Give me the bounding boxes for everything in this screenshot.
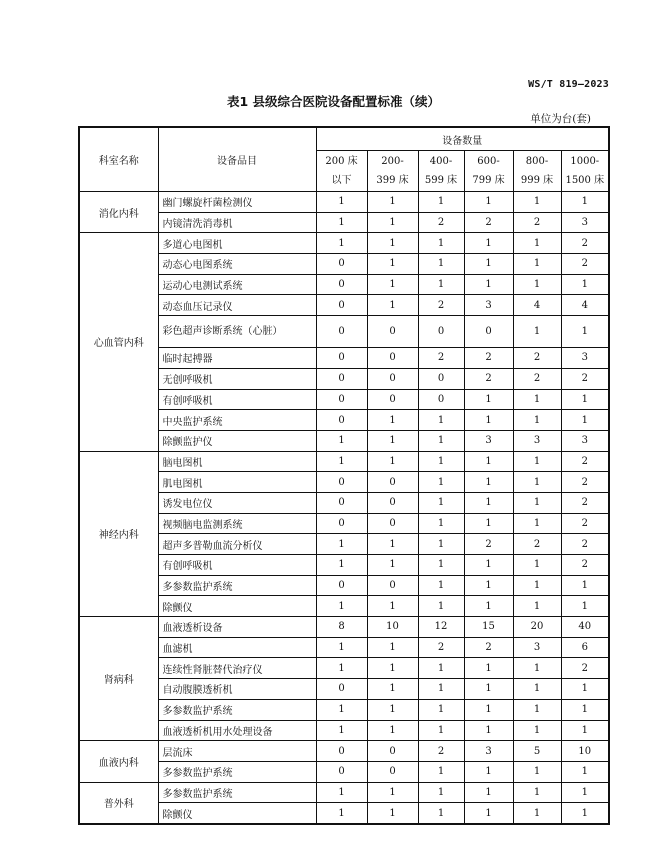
quantity-cell: 1	[561, 782, 609, 803]
header-item: 设备品目	[158, 127, 316, 192]
quantity-cell: 1	[464, 679, 513, 700]
table-row	[79, 389, 609, 410]
quantity-cell: 1	[513, 274, 561, 295]
item-name-cell: 动态心电图系统	[158, 254, 316, 275]
quantity-cell: 1	[316, 192, 367, 213]
quantity-cell: 1	[464, 451, 513, 472]
quantity-cell: 1	[316, 430, 367, 451]
quantity-cell: 1	[316, 803, 367, 824]
quantity-cell: 0	[316, 492, 367, 513]
quantity-cell: 1	[561, 720, 609, 741]
quantity-cell: 1	[513, 472, 561, 493]
item-name-cell: 肌电图机	[158, 472, 316, 493]
quantity-cell: 1	[367, 451, 418, 472]
header-quantity-group: 设备数量	[316, 127, 609, 151]
quantity-cell: 1	[418, 492, 464, 513]
header-size-line: 599 床	[424, 175, 458, 186]
quantity-cell: 1	[464, 761, 513, 782]
dept-name-cell: 心血管内科	[79, 233, 158, 451]
equipment-table	[78, 126, 610, 825]
quantity-cell: 1	[464, 699, 513, 720]
table-row	[79, 741, 609, 762]
quantity-cell: 0	[316, 472, 367, 493]
quantity-cell: 2	[464, 212, 513, 233]
quantity-cell: 0	[418, 368, 464, 389]
quantity-cell: 1	[418, 254, 464, 275]
quantity-cell: 1	[464, 410, 513, 431]
item-name-cell: 多道心电图机	[158, 233, 316, 254]
quantity-cell: 0	[316, 348, 367, 369]
quantity-cell: 1	[418, 451, 464, 472]
dept-name-cell: 神经内科	[79, 451, 158, 617]
quantity-cell: 1	[418, 430, 464, 451]
quantity-cell: 1	[464, 658, 513, 679]
quantity-cell: 0	[418, 389, 464, 410]
table-row	[79, 513, 609, 534]
table-row	[79, 192, 609, 213]
item-name-cell: 内镜清洗消毒机	[158, 212, 316, 233]
quantity-cell: 1	[418, 699, 464, 720]
table-row	[79, 348, 609, 369]
quantity-cell: 2	[561, 534, 609, 555]
quantity-cell: 3	[513, 637, 561, 658]
quantity-cell: 1	[418, 575, 464, 596]
quantity-cell: 1	[367, 699, 418, 720]
quantity-cell: 1	[464, 254, 513, 275]
item-name-cell: 临时起搏器	[158, 348, 316, 369]
item-name-cell: 脑电图机	[158, 451, 316, 472]
quantity-cell: 0	[316, 679, 367, 700]
quantity-cell: 1	[464, 274, 513, 295]
item-name-cell: 动态血压记录仪	[158, 295, 316, 316]
dept-name-cell: 消化内科	[79, 192, 158, 233]
table-row	[79, 212, 609, 233]
item-name-cell: 除颤监护仪	[158, 430, 316, 451]
quantity-cell: 1	[464, 233, 513, 254]
header-size-line: 400-	[429, 156, 453, 167]
quantity-cell: 1	[367, 410, 418, 431]
quantity-cell: 4	[561, 295, 609, 316]
quantity-cell: 0	[418, 316, 464, 348]
quantity-cell: 1	[561, 596, 609, 617]
quantity-cell: 1	[464, 192, 513, 213]
quantity-cell: 1	[561, 679, 609, 700]
quantity-cell: 0	[367, 368, 418, 389]
quantity-cell: 1	[464, 782, 513, 803]
quantity-cell: 2	[464, 534, 513, 555]
quantity-cell: 0	[316, 254, 367, 275]
quantity-cell: 1	[561, 389, 609, 410]
item-name-cell: 彩色超声诊断系统（心脏）	[158, 316, 316, 348]
quantity-cell: 1	[561, 274, 609, 295]
quantity-cell: 0	[316, 316, 367, 348]
quantity-cell: 1	[316, 720, 367, 741]
quantity-cell: 4	[513, 295, 561, 316]
quantity-cell: 0	[316, 368, 367, 389]
quantity-cell: 2	[464, 368, 513, 389]
table-row	[79, 658, 609, 679]
header-size-line: 200 床	[325, 156, 358, 167]
quantity-cell: 1	[561, 699, 609, 720]
quantity-cell: 2	[464, 637, 513, 658]
quantity-cell: 1	[513, 803, 561, 824]
header-size-3	[418, 151, 464, 192]
quantity-cell: 1	[418, 720, 464, 741]
quantity-cell: 1	[513, 679, 561, 700]
quantity-cell: 0	[367, 575, 418, 596]
table-row	[79, 274, 609, 295]
item-name-cell: 层流床	[158, 741, 316, 762]
quantity-cell: 3	[561, 212, 609, 233]
quantity-cell: 2	[418, 741, 464, 762]
table-row	[79, 368, 609, 389]
dept-name-cell: 血液内科	[79, 741, 158, 782]
quantity-cell: 1	[367, 555, 418, 576]
quantity-cell: 3	[561, 348, 609, 369]
table-row	[79, 637, 609, 658]
quantity-cell: 1	[464, 803, 513, 824]
quantity-cell: 1	[418, 761, 464, 782]
quantity-cell: 1	[367, 534, 418, 555]
table-row	[79, 254, 609, 275]
header-size-line: 799 床	[472, 175, 505, 186]
quantity-cell: 2	[513, 368, 561, 389]
table-row	[79, 803, 609, 824]
dept-name-cell: 肾病科	[79, 617, 158, 741]
item-name-cell: 连续性肾脏替代治疗仪	[158, 658, 316, 679]
item-name-cell: 多参数监护系统	[158, 575, 316, 596]
quantity-cell: 1	[418, 555, 464, 576]
table-row	[79, 617, 609, 638]
quantity-cell: 0	[367, 761, 418, 782]
header-size-line: 以下	[331, 175, 352, 186]
quantity-cell: 1	[367, 803, 418, 824]
table-row	[79, 410, 609, 431]
quantity-cell: 0	[316, 295, 367, 316]
quantity-cell: 1	[418, 233, 464, 254]
quantity-cell: 0	[316, 513, 367, 534]
table-row	[79, 451, 609, 472]
quantity-cell: 1	[367, 658, 418, 679]
quantity-cell: 1	[367, 254, 418, 275]
header-size-line: 999 床	[520, 175, 554, 186]
quantity-cell: 0	[316, 575, 367, 596]
quantity-cell: 0	[316, 410, 367, 431]
quantity-cell: 5	[513, 741, 561, 762]
quantity-cell: 3	[464, 295, 513, 316]
quantity-cell: 20	[513, 617, 561, 638]
quantity-cell: 1	[367, 637, 418, 658]
quantity-cell: 1	[464, 596, 513, 617]
quantity-cell: 1	[418, 513, 464, 534]
quantity-cell: 1	[513, 316, 561, 348]
quantity-cell: 1	[464, 389, 513, 410]
header-size-4	[464, 151, 513, 192]
quantity-cell: 1	[367, 596, 418, 617]
quantity-cell: 1	[464, 720, 513, 741]
quantity-cell: 6	[561, 637, 609, 658]
table-row	[79, 575, 609, 596]
header-size-line: 800-	[525, 156, 549, 167]
table-row	[79, 295, 609, 316]
quantity-cell: 10	[367, 617, 418, 638]
quantity-cell: 1	[464, 472, 513, 493]
quantity-cell: 12	[418, 617, 464, 638]
quantity-cell: 1	[418, 472, 464, 493]
quantity-cell: 1	[513, 233, 561, 254]
quantity-cell: 2	[513, 212, 561, 233]
quantity-cell: 1	[513, 761, 561, 782]
quantity-cell: 1	[561, 192, 609, 213]
quantity-cell: 2	[561, 368, 609, 389]
item-name-cell: 除颤仪	[158, 803, 316, 824]
header-size-5	[513, 151, 561, 192]
item-name-cell: 多参数监护系统	[158, 782, 316, 803]
item-name-cell: 有创呼吸机	[158, 389, 316, 410]
quantity-cell: 1	[561, 761, 609, 782]
quantity-cell: 1	[418, 782, 464, 803]
quantity-cell: 0	[316, 389, 367, 410]
quantity-cell: 2	[464, 348, 513, 369]
quantity-cell: 1	[561, 803, 609, 824]
quantity-cell: 1	[513, 513, 561, 534]
item-name-cell: 诱发电位仪	[158, 492, 316, 513]
quantity-cell: 3	[561, 430, 609, 451]
unit-note: 单位为台(套)	[530, 113, 591, 125]
quantity-cell: 1	[316, 451, 367, 472]
quantity-cell: 1	[561, 410, 609, 431]
quantity-cell: 1	[367, 212, 418, 233]
header-dept: 科室名称	[79, 127, 158, 192]
quantity-cell: 1	[513, 254, 561, 275]
table-row	[79, 679, 609, 700]
quantity-cell: 2	[418, 212, 464, 233]
quantity-cell: 1	[418, 274, 464, 295]
quantity-cell: 2	[561, 254, 609, 275]
quantity-cell: 1	[316, 233, 367, 254]
quantity-cell: 1	[513, 575, 561, 596]
quantity-cell: 1	[418, 534, 464, 555]
quantity-cell: 3	[464, 430, 513, 451]
quantity-cell: 8	[316, 617, 367, 638]
quantity-cell: 2	[561, 492, 609, 513]
header-size-line: 200-	[381, 156, 404, 167]
quantity-cell: 1	[418, 679, 464, 700]
dept-name-cell: 普外科	[79, 782, 158, 824]
item-name-cell: 多参数监护系统	[158, 699, 316, 720]
quantity-cell: 3	[464, 741, 513, 762]
quantity-cell: 2	[513, 534, 561, 555]
quantity-cell: 1	[513, 492, 561, 513]
table-row	[79, 555, 609, 576]
quantity-cell: 10	[561, 741, 609, 762]
standard-code: WS/T 819—2023	[528, 79, 609, 90]
quantity-cell: 1	[367, 782, 418, 803]
quantity-cell: 0	[316, 741, 367, 762]
quantity-cell: 1	[316, 555, 367, 576]
quantity-cell: 0	[316, 274, 367, 295]
quantity-cell: 1	[513, 410, 561, 431]
table-title: 表1 县级综合医院设备配置标准（续）	[226, 94, 441, 109]
quantity-cell: 0	[367, 513, 418, 534]
quantity-cell: 1	[513, 596, 561, 617]
quantity-cell: 1	[367, 233, 418, 254]
quantity-cell: 2	[418, 637, 464, 658]
quantity-cell: 0	[464, 316, 513, 348]
quantity-cell: 2	[418, 348, 464, 369]
quantity-cell: 0	[367, 741, 418, 762]
quantity-cell: 2	[561, 233, 609, 254]
header-size-line: 399 床	[376, 175, 409, 186]
table-row	[79, 492, 609, 513]
item-name-cell: 血滤机	[158, 637, 316, 658]
quantity-cell: 1	[464, 555, 513, 576]
item-name-cell: 超声多普勒血流分析仪	[158, 534, 316, 555]
item-name-cell: 幽门螺旋杆菌检测仪	[158, 192, 316, 213]
quantity-cell: 2	[561, 555, 609, 576]
quantity-cell: 1	[464, 492, 513, 513]
quantity-cell: 1	[367, 720, 418, 741]
quantity-cell: 2	[561, 472, 609, 493]
quantity-cell: 1	[316, 212, 367, 233]
table-row	[79, 430, 609, 451]
quantity-cell: 2	[561, 658, 609, 679]
item-name-cell: 有创呼吸机	[158, 555, 316, 576]
quantity-cell: 1	[316, 534, 367, 555]
item-name-cell: 除颤仪	[158, 596, 316, 617]
quantity-cell: 1	[464, 513, 513, 534]
item-name-cell: 多参数监护系统	[158, 761, 316, 782]
quantity-cell: 0	[367, 316, 418, 348]
quantity-cell: 1	[418, 596, 464, 617]
item-name-cell: 自动腹膜透析机	[158, 679, 316, 700]
quantity-cell: 1	[367, 274, 418, 295]
table-row	[79, 761, 609, 782]
header-size-line: 1500 床	[565, 175, 605, 186]
quantity-cell: 1	[418, 192, 464, 213]
item-name-cell: 无创呼吸机	[158, 368, 316, 389]
header-size-6	[561, 151, 609, 192]
quantity-cell: 1	[418, 803, 464, 824]
quantity-cell: 2	[561, 451, 609, 472]
quantity-cell: 1	[367, 679, 418, 700]
table-row	[79, 233, 609, 254]
quantity-cell: 40	[561, 617, 609, 638]
table-row	[79, 316, 609, 348]
header-size-1	[316, 151, 367, 192]
quantity-cell: 1	[464, 575, 513, 596]
quantity-cell: 0	[367, 472, 418, 493]
table-row	[79, 534, 609, 555]
item-name-cell: 运动心电测试系统	[158, 274, 316, 295]
quantity-cell: 1	[561, 316, 609, 348]
quantity-cell: 1	[513, 451, 561, 472]
table-row	[79, 720, 609, 741]
quantity-cell: 1	[367, 295, 418, 316]
quantity-cell: 1	[367, 192, 418, 213]
table-row	[79, 472, 609, 493]
quantity-cell: 1	[316, 637, 367, 658]
quantity-cell: 3	[513, 430, 561, 451]
quantity-cell: 0	[367, 389, 418, 410]
quantity-cell: 1	[316, 658, 367, 679]
header-size-line: 1000-	[570, 156, 600, 167]
quantity-cell: 0	[367, 348, 418, 369]
quantity-cell: 1	[513, 782, 561, 803]
header-size-line: 600-	[477, 156, 500, 167]
quantity-cell: 1	[513, 658, 561, 679]
quantity-cell: 1	[418, 658, 464, 679]
quantity-cell: 1	[513, 699, 561, 720]
table-row	[79, 699, 609, 720]
quantity-cell: 15	[464, 617, 513, 638]
quantity-cell: 1	[561, 575, 609, 596]
header-size-2	[367, 151, 418, 192]
table-row	[79, 782, 609, 803]
quantity-cell: 1	[513, 389, 561, 410]
quantity-cell: 2	[513, 348, 561, 369]
quantity-cell: 0	[367, 492, 418, 513]
item-name-cell: 视频脑电监测系统	[158, 513, 316, 534]
item-name-cell: 血液透析设备	[158, 617, 316, 638]
quantity-cell: 1	[316, 699, 367, 720]
quantity-cell: 0	[316, 761, 367, 782]
quantity-cell: 2	[418, 295, 464, 316]
quantity-cell: 2	[561, 513, 609, 534]
quantity-cell: 1	[513, 555, 561, 576]
table-row	[79, 596, 609, 617]
quantity-cell: 1	[316, 782, 367, 803]
item-name-cell: 血液透析机用水处理设备	[158, 720, 316, 741]
quantity-cell: 1	[316, 596, 367, 617]
item-name-cell: 中央监护系统	[158, 410, 316, 431]
quantity-cell: 1	[367, 430, 418, 451]
quantity-cell: 1	[513, 720, 561, 741]
quantity-cell: 1	[513, 192, 561, 213]
quantity-cell: 1	[418, 410, 464, 431]
